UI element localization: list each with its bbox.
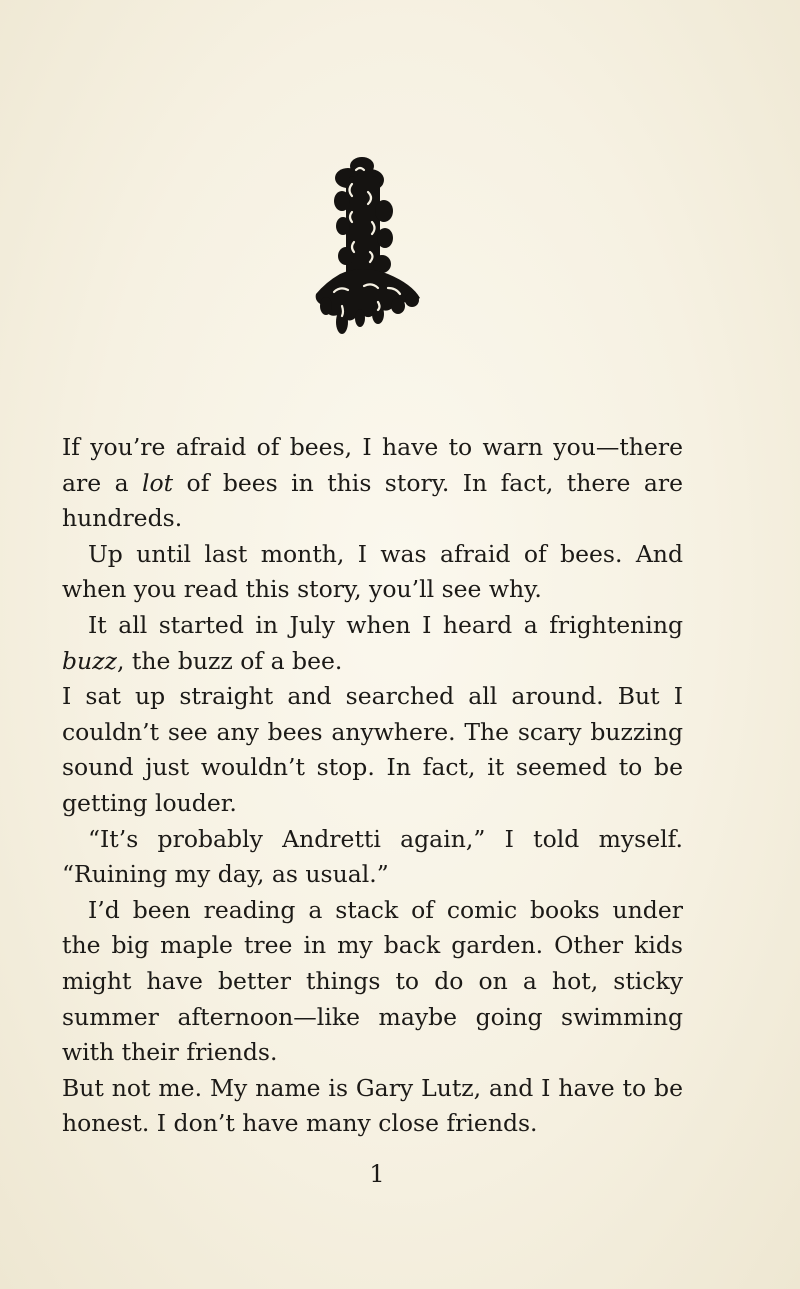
paragraph: It all started in July when I heard a frightening buzz, the buzz of a bee. [62, 610, 683, 675]
paragraph: I sat up straight and searched all around. But I couldn’t see any bees anywhere. The scary buzzing sound just wouldn’t stop. In fact, it seemed to be getting louder. [62, 682, 683, 817]
paragraph: But not me. My name is Gary Lutz, and I have to be honest. I don’t have many close friends. [62, 1073, 683, 1138]
paragraph: I’d been reading a stack of comic books under the big maple tree in my back garden. Other kids might have better things to do on a hot, sticky summer afternoon—like maybe going swimming with their friends. [62, 895, 683, 1067]
drippy-numeral-one-icon [312, 156, 422, 346]
chapter-text [62, 430, 683, 1142]
paragraph: Up until last month, I was afraid of bees. And when you read this story, you’ll see why. [62, 539, 683, 604]
page-number: 1 [369, 1160, 385, 1188]
emphasis: lot [142, 468, 174, 497]
emphasis: buzz [62, 646, 117, 675]
paragraph: If you’re afraid of bees, I have to warn you—there are a lot of bees in this story. In fact, there are hundreds. [62, 433, 683, 533]
paragraph: “It’s probably Andretti again,” I told myself. “Ruining my day, as usual.” [62, 824, 683, 889]
